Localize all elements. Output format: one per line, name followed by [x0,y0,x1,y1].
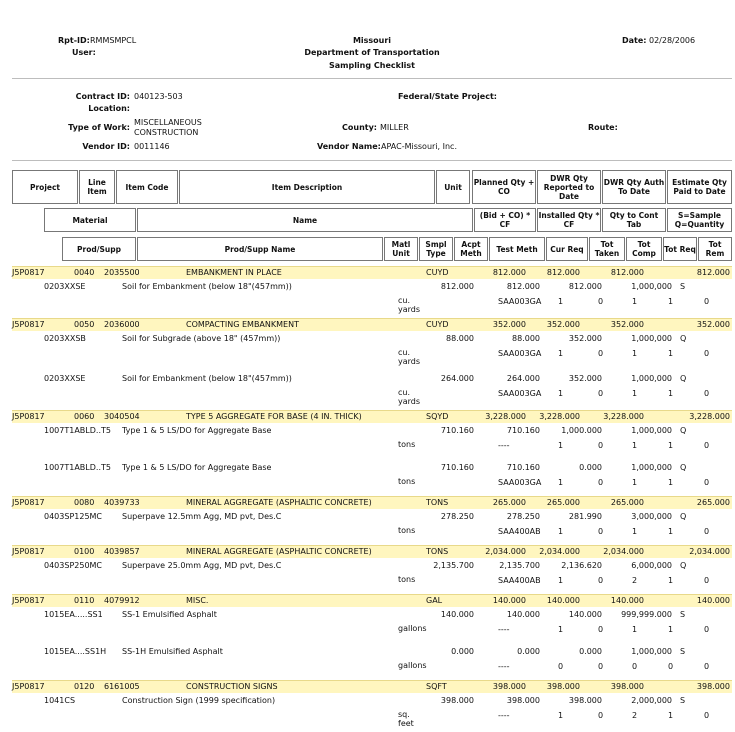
col-item-description-label: Item Description [271,182,343,192]
sample-row [12,440,732,459]
sample-row [12,575,732,594]
header-divider [12,78,732,79]
cell-dwr-auth: 140.000 [610,596,644,605]
cell-unit: CUYD [426,268,449,277]
col-line-item [79,170,115,204]
cell-cont-tab: 1,000,000 [631,426,672,435]
sample-row [12,526,732,545]
cell-cur-req: 1 [558,711,564,720]
col-project-label: Project [29,182,61,192]
cell-project: J5P0817 [12,268,45,277]
cell-installed: 278.250 [506,512,540,521]
cell-name: Soil for Embankment (below 18"(457mm)) [122,282,292,291]
cell-dwr-auth: 812.000 [610,268,644,277]
federal-project-label: Federal/State Project: [398,92,497,101]
cell-cur-req: 1 [558,576,564,585]
cell-est: 265.000 [696,498,730,507]
col-tot-comp [626,237,662,261]
cell-dwr-rep: 140.000 [546,596,580,605]
cell-sq: Q [680,561,687,570]
user-label: User: [72,48,96,57]
cell-desc: MISC. [186,596,209,605]
cell-bid: 710.160 [440,463,474,472]
cell-code: 4079912 [104,596,140,605]
cell-tot-taken: 0 [598,662,604,671]
col-tot-comp-label: Tot Comp [632,240,656,258]
col-dwr-auth [602,170,666,204]
cell-code: 4039733 [104,498,140,507]
cell-tot-req: 1 [668,389,674,398]
cell-project: J5P0817 [12,498,45,507]
sample-row [12,624,732,643]
cell-installed: 0.000 [517,647,540,656]
cell-test-meth: SAA400AB [498,576,541,585]
cell-dwr-rep: 2,034.000 [539,547,580,556]
col-dwr-reported-label: DWR Qty Reported to Date [543,173,595,201]
col-estimate-qty-label: Estimate Qty Paid to Date [672,178,727,196]
cell-test-meth: SAA400AB [498,527,541,536]
cell-planned: 352.000 [492,320,526,329]
cell-tot-comp: 1 [632,527,638,536]
cell-tot-comp: 1 [632,349,638,358]
sample-row [12,477,732,496]
cell-code: 2035500 [104,268,140,277]
cell-cont-tab: 3,000,000 [631,512,672,521]
cell-installed: 710.160 [506,463,540,472]
cell-sq: Q [680,512,687,521]
cell-line: 0050 [74,320,95,329]
cell-bid: 710.160 [440,426,474,435]
cell-dwr-rep: 812.000 [546,268,580,277]
col-prod-supp-label: Prod/Supp [77,244,121,254]
contract-divider [12,160,732,161]
cell-tot-taken: 0 [598,527,604,536]
cell-bid: 264.000 [440,374,474,383]
cell-cur-req: 1 [558,441,564,450]
cell-tot-rem: 0 [704,297,710,306]
col-item-description [179,170,435,204]
cell-cur-req: 1 [558,389,564,398]
cell-tot-comp: 1 [632,389,638,398]
cell-unit: TONS [426,547,449,556]
cell-test-meth: ---- [498,625,510,634]
cell-planned: 812.000 [492,268,526,277]
cell-tot-req: 1 [668,625,674,634]
cell-installed: 812.000 [506,282,540,291]
cell-test-meth: SAA003GA [498,349,542,358]
cell-bid: 398.000 [440,696,474,705]
cell-tot-comp: 1 [632,297,638,306]
cell-sq: Q [680,426,687,435]
col-qty-to-cont-label: Qty to Cont Tab [609,211,659,229]
cell-material: 1041CS [44,696,76,705]
col-matl-unit-label: Matl Unit [391,240,411,258]
cell-project: J5P0817 [12,596,45,605]
cell-tot-req: 1 [668,349,674,358]
cell-tot-req: 0 [668,662,674,671]
cell-est: 352.000 [696,320,730,329]
location-label: Location: [88,104,130,113]
cell-test-meth: SAA003GA [498,478,542,487]
col-tot-taken-label: Tot Taken [594,240,620,258]
type-of-work-line1: MISCELLANEOUS [134,118,202,127]
material-row [12,692,732,710]
cell-name: Type 1 & 5 LS/DO for Aggregate Base [122,463,272,472]
cell-tot-taken: 0 [598,576,604,585]
cell-line: 0110 [74,596,95,605]
cell-code: 6161005 [104,682,140,691]
contract-id-label: Contract ID: [75,92,130,101]
cell-line: 0080 [74,498,95,507]
col-matl-unit [384,237,418,261]
cell-qty-cont: 140.000 [568,610,602,619]
cell-desc: EMBANKMENT IN PLACE [186,268,282,277]
cell-cur-req: 1 [558,527,564,536]
cell-tot-taken: 0 [598,711,604,720]
cell-est: 3,228.000 [689,412,730,421]
cell-code: 4039857 [104,547,140,556]
cell-bid: 278.250 [440,512,474,521]
cell-dwr-rep: 352.000 [546,320,580,329]
cell-dwr-auth: 3,228.000 [603,412,644,421]
cell-qty-cont: 1,000.000 [561,426,602,435]
col-bid-co [474,208,536,232]
cell-desc: TYPE 5 AGGREGATE FOR BASE (4 IN. THICK) [186,412,362,421]
col-test-meth [489,237,545,261]
cell-matl-unit: cu. yards [398,348,421,366]
rpt-id-label: Rpt-ID: [58,36,90,45]
col-planned-qty [472,170,536,204]
col-smpl-type [419,237,453,261]
cell-dwr-auth: 265.000 [610,498,644,507]
cell-unit: CUYD [426,320,449,329]
type-of-work-label: Type of Work: [68,123,130,132]
cell-tot-rem: 0 [704,576,710,585]
cell-cont-tab: 2,000,000 [631,696,672,705]
cell-material: 0403SP125MC [44,512,103,521]
cell-planned: 398.000 [492,682,526,691]
col-bid-co-label: (Bid + CO) * CF [479,211,531,229]
cell-dwr-auth: 352.000 [610,320,644,329]
cell-code: 3040504 [104,412,140,421]
cell-material: 0203XXSE [44,282,86,291]
col-name [137,208,473,232]
cell-desc: CONSTRUCTION SIGNS [186,682,278,691]
sample-row [12,710,732,732]
cell-qty-cont: 812.000 [568,282,602,291]
vendor-id: 0011146 [134,142,170,151]
cell-installed: 264.000 [506,374,540,383]
cell-tot-comp: 1 [632,625,638,634]
material-row [12,422,732,440]
cell-bid: 140.000 [440,610,474,619]
cell-name: Superpave 12.5mm Agg, MD pvt, Des.C [122,512,282,521]
col-installed-qty [537,208,601,232]
cell-test-meth: SAA003GA [498,389,542,398]
cell-installed: 2,135.700 [499,561,540,570]
report-title: Sampling Checklist [328,61,416,70]
cell-matl-unit: cu. yards [398,296,421,314]
cell-line: 0040 [74,268,95,277]
cell-qty-cont: 2,136.620 [561,561,602,570]
contract-id: 040123-503 [134,92,183,101]
cell-desc: MINERAL AGGREGATE (ASPHALTIC CONCRETE) [186,547,372,556]
cell-tot-rem: 0 [704,711,710,720]
cell-installed: 710.160 [506,426,540,435]
cell-matl-unit: tons [398,526,416,535]
sample-row [12,348,732,370]
cell-matl-unit: cu. yards [398,388,421,406]
cell-project: J5P0817 [12,682,45,691]
cell-tot-comp: 1 [632,478,638,487]
col-cur-req [546,237,588,261]
cell-cont-tab: 6,000,000 [631,561,672,570]
col-unit [436,170,470,204]
cell-line: 0060 [74,412,95,421]
cell-tot-rem: 0 [704,349,710,358]
col-planned-qty-label: Planned Qty + CO [473,178,535,196]
material-row [12,278,732,296]
cell-tot-taken: 0 [598,625,604,634]
cell-matl-unit: tons [398,477,416,486]
cell-est: 812.000 [696,268,730,277]
col-test-meth-label: Test Meth [496,244,538,254]
cell-dwr-rep: 3,228.000 [539,412,580,421]
cell-sq: Q [680,374,687,383]
cell-project: J5P0817 [12,412,45,421]
cell-qty-cont: 281.990 [568,512,602,521]
cell-tot-rem: 0 [704,441,710,450]
cell-tot-taken: 0 [598,441,604,450]
cell-tot-rem: 0 [704,625,710,634]
cell-sq: S [680,610,686,619]
vendor-name: APAC-Missouri, Inc. [381,142,457,151]
col-smpl-type-label: Smpl Type [425,240,447,258]
cell-tot-rem: 0 [704,478,710,487]
cell-sq: S [680,282,686,291]
cell-name: Superpave 25.0mm Agg, MD pvt, Des.C [122,561,282,570]
col-tot-req [663,237,697,261]
sample-row [12,661,732,680]
cell-material: 0203XXSE [44,374,86,383]
cell-cur-req: 1 [558,349,564,358]
sample-row [12,296,732,318]
material-row [12,557,732,575]
cell-tot-rem: 0 [704,527,710,536]
cell-name: Soil for Subgrade (above 18" (457mm)) [122,334,281,343]
cell-installed: 88.000 [512,334,540,343]
col-dwr-auth-label: DWR Qty Auth To Date [603,178,665,196]
col-name-label: Name [292,215,318,225]
cell-planned: 3,228.000 [485,412,526,421]
county-label: County: [342,123,377,132]
col-unit-label: Unit [444,182,462,192]
cell-sq: Q [680,463,687,472]
cell-name: SS-1H Emulsified Asphalt [122,647,223,656]
col-line-item-label: Line Item [87,178,107,196]
cell-cont-tab: 1,000,000 [631,463,672,472]
cell-installed: 398.000 [506,696,540,705]
cell-matl-unit: gallons [398,661,427,670]
cell-name: Soil for Embankment (below 18"(457mm)) [122,374,292,383]
cell-test-meth: SAA003GA [498,297,542,306]
cell-material: 1007T1ABLD..T5 [44,463,111,472]
cell-cur-req: 1 [558,478,564,487]
cell-tot-req: 1 [668,576,674,585]
report-date: 02/28/2006 [649,36,696,45]
cell-est: 140.000 [696,596,730,605]
col-material-label: Material [72,215,108,225]
col-tot-rem-label: Tot Rem [705,240,725,258]
cell-cur-req: 1 [558,625,564,634]
cell-tot-comp: 2 [632,576,638,585]
cell-qty-cont: 352.000 [568,374,602,383]
cell-matl-unit: tons [398,575,416,584]
col-sample-qty-label: S=Sample Q=Quantity [674,211,725,229]
cell-unit: SQYD [426,412,449,421]
cell-test-meth: ---- [498,662,510,671]
cell-matl-unit: sq. feet [398,710,414,728]
cell-bid: 812.000 [440,282,474,291]
cell-tot-taken: 0 [598,297,604,306]
county: MILLER [380,123,409,132]
cell-planned: 140.000 [492,596,526,605]
material-row [12,508,732,526]
cell-tot-req: 1 [668,527,674,536]
cell-bid: 2,135.700 [433,561,474,570]
material-row [12,370,732,388]
cell-unit: TONS [426,498,449,507]
cell-est: 398.000 [696,682,730,691]
cell-tot-rem: 0 [704,389,710,398]
rpt-id: RMMSMPCL [90,36,137,45]
cell-dwr-rep: 265.000 [546,498,580,507]
col-acpt-meth [454,237,488,261]
cell-qty-cont: 352.000 [568,334,602,343]
cell-planned: 265.000 [492,498,526,507]
cell-cur-req: 1 [558,297,564,306]
col-prod-supp-name-label: Prod/Supp Name [224,244,296,254]
cell-sq: S [680,696,686,705]
cell-cur-req: 0 [558,662,564,671]
cell-material: 1015EA....SS1H [44,647,107,656]
cell-line: 0120 [74,682,95,691]
material-row [12,330,732,348]
cell-line: 0100 [74,547,95,556]
cell-est: 2,034.000 [689,547,730,556]
cell-cont-tab: 1,000,000 [631,334,672,343]
cell-bid: 0.000 [451,647,474,656]
cell-unit: GAL [426,596,443,605]
cell-desc: COMPACTING EMBANKMENT [186,320,299,329]
cell-planned: 2,034.000 [485,547,526,556]
cell-cont-tab: 999,999.000 [621,610,672,619]
material-row [12,459,732,477]
cell-sq: Q [680,334,687,343]
cell-sq: S [680,647,686,656]
sample-row [12,388,732,410]
col-tot-taken [589,237,625,261]
cell-tot-req: 1 [668,478,674,487]
col-tot-rem [698,237,732,261]
cell-tot-comp: 1 [632,441,638,450]
cell-name: Construction Sign (1999 specification) [122,696,276,705]
cell-project: J5P0817 [12,547,45,556]
cell-code: 2036000 [104,320,140,329]
cell-tot-req: 1 [668,441,674,450]
state-name: Missouri [352,36,392,45]
col-tot-req-label: Tot Req [664,244,696,254]
cell-dwr-auth: 2,034.000 [603,547,644,556]
cell-cont-tab: 1,000,000 [631,374,672,383]
cell-tot-comp: 0 [632,662,638,671]
cell-project: J5P0817 [12,320,45,329]
col-material [44,208,136,232]
cell-unit: SQFT [426,682,447,691]
col-item-code-label: Item Code [125,182,169,192]
cell-cont-tab: 1,000,000 [631,647,672,656]
cell-tot-req: 1 [668,297,674,306]
cell-material: 1015EA.....SS1 [44,610,103,619]
col-project [12,170,78,204]
cell-dwr-auth: 398.000 [610,682,644,691]
cell-test-meth: ---- [498,441,510,450]
cell-cont-tab: 1,000,000 [631,282,672,291]
cell-qty-cont: 0.000 [579,647,602,656]
vendor-id-label: Vendor ID: [82,142,130,151]
material-row [12,606,732,624]
col-prod-supp-name [137,237,383,261]
cell-dwr-rep: 398.000 [546,682,580,691]
col-sample-qty [667,208,732,232]
col-prod-supp [62,237,136,261]
date-label: Date: [622,36,647,45]
cell-tot-taken: 0 [598,349,604,358]
col-qty-to-cont [602,208,666,232]
cell-installed: 140.000 [506,610,540,619]
col-cur-req-label: Cur Req [550,244,584,254]
cell-desc: MINERAL AGGREGATE (ASPHALTIC CONCRETE) [186,498,372,507]
material-row [12,643,732,661]
route-label: Route: [588,123,618,132]
department-name: Department of Transportation [304,48,440,57]
col-installed-qty-label: Installed Qty * CF [538,211,600,229]
cell-tot-taken: 0 [598,478,604,487]
cell-bid: 88.000 [446,334,474,343]
cell-tot-req: 1 [668,711,674,720]
cell-matl-unit: gallons [398,624,427,633]
cell-name: Type 1 & 5 LS/DO for Aggregate Base [122,426,272,435]
col-estimate-qty [667,170,732,204]
cell-test-meth: ---- [498,711,510,720]
vendor-name-label: Vendor Name: [317,142,381,151]
cell-material: 0403SP250MC [44,561,103,570]
cell-name: SS-1 Emulsified Asphalt [122,610,217,619]
cell-qty-cont: 0.000 [579,463,602,472]
type-of-work-line2: CONSTRUCTION [134,128,199,137]
cell-qty-cont: 398.000 [568,696,602,705]
cell-tot-taken: 0 [598,389,604,398]
col-item-code [116,170,178,204]
col-dwr-reported [537,170,601,204]
cell-material: 1007T1ABLD..T5 [44,426,111,435]
col-acpt-meth-label: Acpt Meth [460,240,482,258]
cell-material: 0203XXSB [44,334,86,343]
cell-tot-rem: 0 [704,662,710,671]
cell-matl-unit: tons [398,440,416,449]
cell-tot-comp: 2 [632,711,638,720]
